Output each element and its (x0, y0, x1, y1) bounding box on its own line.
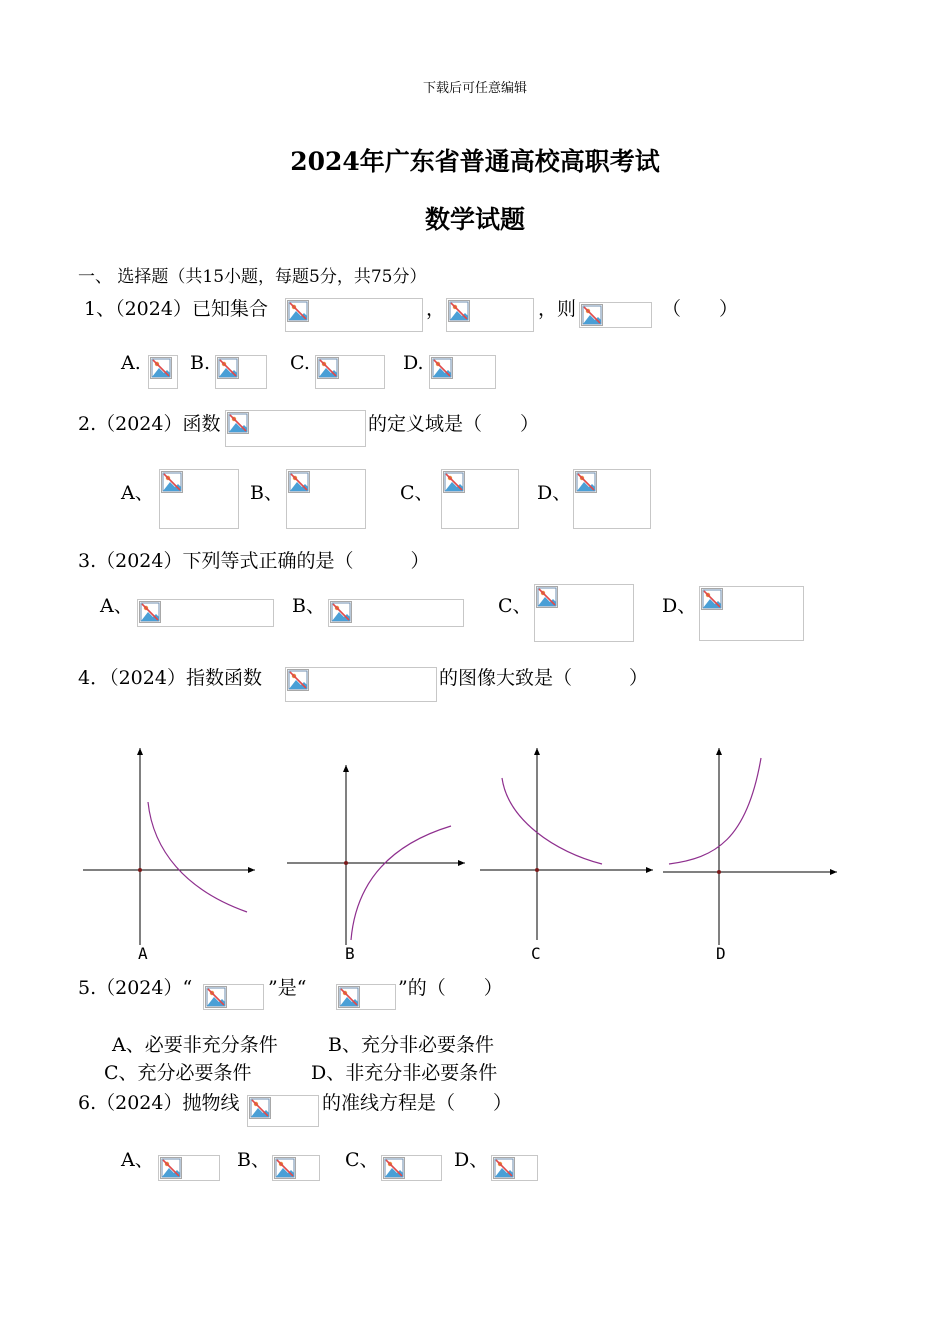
broken-image-icon (317, 357, 339, 379)
q3-option-a: A、 (100, 595, 133, 617)
option-image (148, 355, 178, 389)
q2-option-b: B、 (250, 482, 283, 504)
curve (502, 778, 602, 864)
function-graphs (75, 740, 845, 970)
exam-title: 2024年广东省普通高校高职考试 (290, 147, 660, 176)
origin-point (344, 861, 348, 865)
option-image (272, 1155, 320, 1181)
graph-label: B (345, 944, 355, 963)
broken-image-icon (575, 471, 597, 493)
broken-image-icon (139, 601, 161, 623)
question-4-suffix: 的图像大致是（ ） (439, 667, 649, 689)
question-1-comma: ， (426, 298, 446, 320)
question-5-text: 5.（2024）“ (78, 977, 193, 999)
broken-image-icon (443, 471, 465, 493)
header-note: 下载后可任意编辑 (422, 81, 527, 96)
formula-image (446, 298, 534, 332)
q3-option-d: D、 (662, 595, 697, 617)
formula-image (579, 302, 652, 328)
graph-label: A (138, 944, 148, 963)
question-6-text: 6.（2024）抛物线 (78, 1092, 240, 1114)
graph-label: C (531, 944, 541, 963)
q3-option-b: B、 (292, 595, 325, 617)
broken-image-icon (383, 1157, 405, 1179)
formula-image (336, 984, 396, 1010)
q3-option-c: C、 (498, 595, 532, 617)
section-heading: 一、 选择题（共15小题，每题5分，共75分） (78, 267, 427, 287)
broken-image-icon (536, 586, 558, 608)
option-image (491, 1155, 538, 1181)
q6-option-a: A、 (121, 1149, 154, 1171)
q2-option-c: C、 (400, 482, 434, 504)
q5-option-d: D、非充分非必要条件 (311, 1062, 498, 1084)
option-image (158, 1155, 220, 1181)
question-3-text: 3.（2024）下列等式正确的是（ ） (78, 550, 430, 572)
q1-option-b: B. (190, 352, 211, 374)
question-1-text: 1、（2024）已知集合 (84, 298, 268, 320)
graph-d (663, 748, 837, 963)
question-6-suffix: 的准线方程是（ ） (322, 1092, 513, 1114)
broken-image-icon (581, 304, 603, 326)
broken-image-icon (217, 357, 239, 379)
question-2-suffix: 的定义域是（ ） (368, 413, 540, 435)
option-image (699, 586, 804, 641)
graph-b (287, 765, 465, 963)
curve (351, 826, 451, 940)
option-image (215, 355, 267, 389)
q5-option-a: A、必要非充分条件 (112, 1034, 278, 1056)
q1-option-d: D. (403, 352, 424, 374)
option-image (573, 469, 651, 529)
option-image (315, 355, 385, 389)
broken-image-icon (160, 1157, 182, 1179)
question-1-then: ，则 (538, 298, 577, 320)
graph-label: D (716, 944, 726, 963)
q6-option-d: D、 (454, 1149, 489, 1171)
broken-image-icon (287, 669, 309, 691)
broken-image-icon (338, 986, 360, 1008)
question-4-text: 4．（2024）指数函数 (78, 667, 262, 689)
q1-option-a: A. (121, 352, 141, 374)
formula-image (203, 984, 264, 1010)
formula-image (285, 667, 437, 702)
option-image (429, 355, 496, 389)
broken-image-icon (701, 588, 723, 610)
exam-subtitle: 数学试题 (424, 205, 525, 234)
option-image (159, 469, 239, 529)
q5-option-c: C、充分必要条件 (104, 1062, 252, 1084)
q2-option-d: D、 (537, 482, 572, 504)
broken-image-icon (249, 1097, 271, 1119)
q2-option-a: A、 (121, 482, 154, 504)
broken-image-icon (330, 601, 352, 623)
formula-image (225, 410, 366, 447)
origin-point (138, 868, 142, 872)
broken-image-icon (161, 471, 183, 493)
q6-option-c: C、 (345, 1149, 379, 1171)
question-2-text: 2.（2024）函数 (78, 413, 221, 435)
broken-image-icon (205, 986, 227, 1008)
option-image (328, 599, 464, 627)
formula-image (285, 298, 423, 332)
broken-image-icon (227, 412, 249, 434)
q1-option-c: C. (290, 352, 310, 374)
curve (669, 758, 761, 864)
q6-option-b: B、 (237, 1149, 270, 1171)
broken-image-icon (287, 300, 309, 322)
origin-point (717, 870, 721, 874)
question-1-paren: （ ） (662, 298, 739, 320)
curve (148, 802, 247, 912)
broken-image-icon (448, 300, 470, 322)
option-image (381, 1155, 442, 1181)
broken-image-icon (288, 471, 310, 493)
broken-image-icon (493, 1157, 515, 1179)
question-5-suffix: ”的（ ） (398, 977, 503, 999)
graph-c (480, 748, 653, 963)
formula-image (247, 1095, 319, 1127)
broken-image-icon (431, 357, 453, 379)
question-5-middle: ”是“ (268, 977, 307, 999)
option-image (286, 469, 366, 529)
broken-image-icon (150, 357, 172, 379)
option-image (137, 599, 274, 627)
q5-option-b: B、充分非必要条件 (328, 1034, 494, 1056)
origin-point (535, 868, 539, 872)
option-image (534, 584, 634, 642)
graph-a (83, 748, 255, 963)
option-image (441, 469, 519, 529)
broken-image-icon (274, 1157, 296, 1179)
